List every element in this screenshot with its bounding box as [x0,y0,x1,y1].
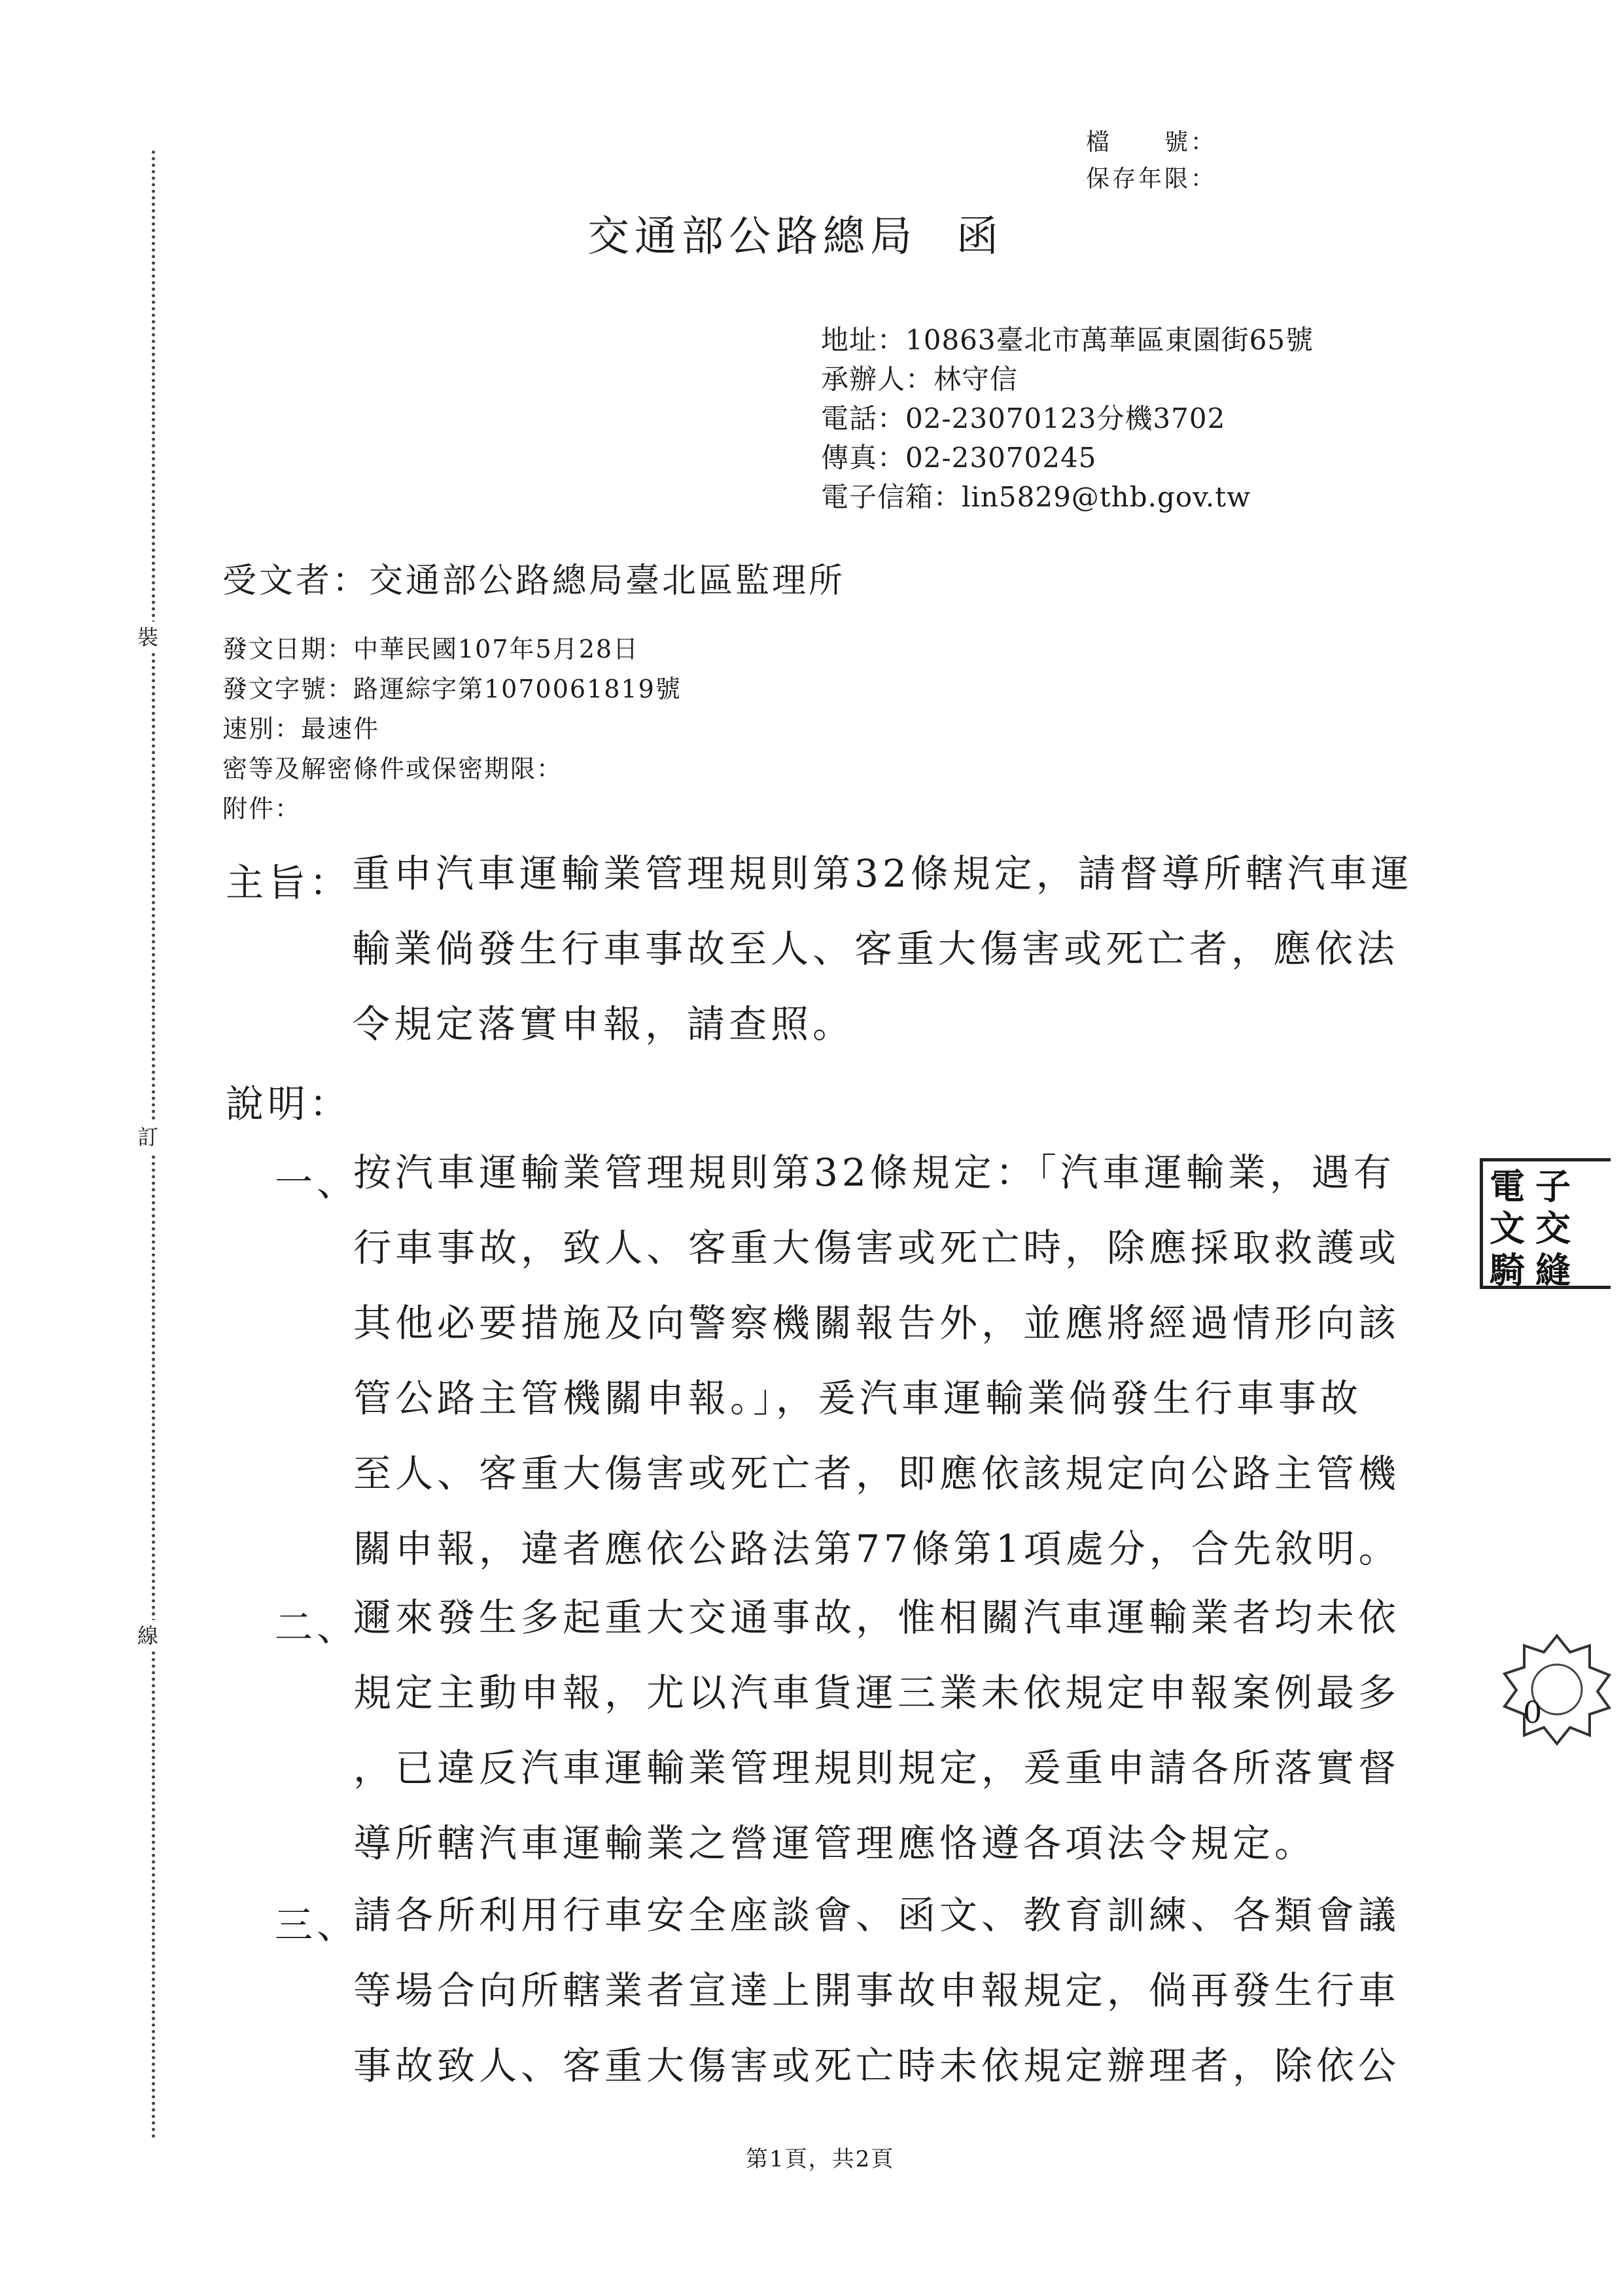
item-line: 至人、客重大傷害或死亡者，即應依該規定向公路主管機 [353,1451,1401,1496]
document-title [587,203,1003,263]
officer-line: 承辦人：林守信 [821,363,1019,395]
item-3-text [353,1878,1400,2104]
contact-block [821,321,1314,517]
subject-line: 重申汽車運輸業管理規則第32條規定，請督導所轄汽車運 [352,851,1413,896]
electronic-seam-stamp [1480,1158,1611,1289]
binding-mark-ding: 訂 [137,1122,158,1153]
address-line: 地址：10863臺北市萬華區東園街65號 [821,324,1314,356]
seal-number: 0 [1523,1695,1543,1730]
seal-icon [1492,1623,1622,1754]
recipient-line: 受文者：交通部公路總局臺北區監理所 [222,561,846,601]
subject-line: 令規定落實申報，請查照。 [352,1002,855,1046]
item-line: 按汽車運輸業管理規則第32條規定：「汽車運輸業，遇有 [353,1150,1395,1195]
issue-date: 發文日期：中華民國107年5月28日 [222,635,640,663]
item-line: 導所轄汽車運輸業之營運管理應恪遵各項法令規定。 [353,1821,1317,1865]
retention-period-label: 保存年限： [1086,166,1217,192]
item-marker: 二、 [275,1605,359,1650]
file-meta [1086,124,1217,198]
binding-mark-xian: 線 [137,1620,158,1651]
secrecy-level: 密等及解密條件或保密期限： [222,754,563,783]
attachment-line: 附件： [222,794,302,823]
item-1-text [353,1135,1401,1587]
issue-number: 發文字號：路運綜字第1070061819號 [222,675,682,703]
explanation-label: 說明： [226,1082,352,1126]
item-line: 其他必要措施及向警察機關報告外，並應將經過情形向該 [353,1301,1401,1345]
speed-class: 速別：最速件 [222,715,380,743]
agency-name: 交通部公路總局 [587,213,917,261]
fax-line: 傳真：02-23070245 [821,442,1097,474]
stamp-text: 電文騎 [1490,1165,1525,1289]
item-line: 事故致人、客重大傷害或死亡時未依規定辦理者，除依公 [353,2043,1401,2088]
item-2-text [353,1580,1400,1881]
email-line: 電子信箱：lin5829@thb.gov.tw [821,481,1251,513]
file-number-label: 檔 號： [1086,129,1217,156]
subject-text [352,836,1413,1062]
subject-line: 輸業倘發生行車事故至人、客重大傷害或死亡者，應依法 [352,927,1399,971]
item-line: 行車事故，致人、客重大傷害或死亡時，除應採取救護或 [353,1226,1401,1270]
item-line: 請各所利用行車安全座談會、函文、教育訓練、各類會議 [353,1893,1401,1937]
item-marker: 三、 [275,1903,359,1947]
item-line: 等場合向所轄業者宣達上開事故申報規定，倘再發生行車 [353,1968,1401,2013]
item-marker: 一、 [275,1160,359,1205]
item-line: 關申報，違者應依公路法第77條第1項處分，合先敘明。 [353,1527,1401,1571]
binding-mark-zhuang: 裝 [137,622,158,653]
document-type: 函 [956,213,1003,261]
item-line: ，已違反汽車運輸業管理規則規定，爰重申請各所落實督 [353,1746,1401,1790]
document-info [222,629,682,829]
subject-label: 主旨： [226,860,352,905]
item-line: 管公路主管機關申報。」，爰汽車運輸業倘發生行車事故 [353,1376,1363,1421]
phone-line: 電話：02-23070123分機3702 [821,402,1226,434]
page-footer: 第1頁，共2頁 [746,2146,895,2172]
item-line: 規定主動申報，尤以汽車貨運三業未依規定申報案例最多 [353,1670,1401,1715]
stamp-text: 子交縫 [1535,1165,1571,1289]
item-line: 邇來發生多起重大交通事故，惟相關汽車運輸業者均未依 [353,1595,1401,1640]
